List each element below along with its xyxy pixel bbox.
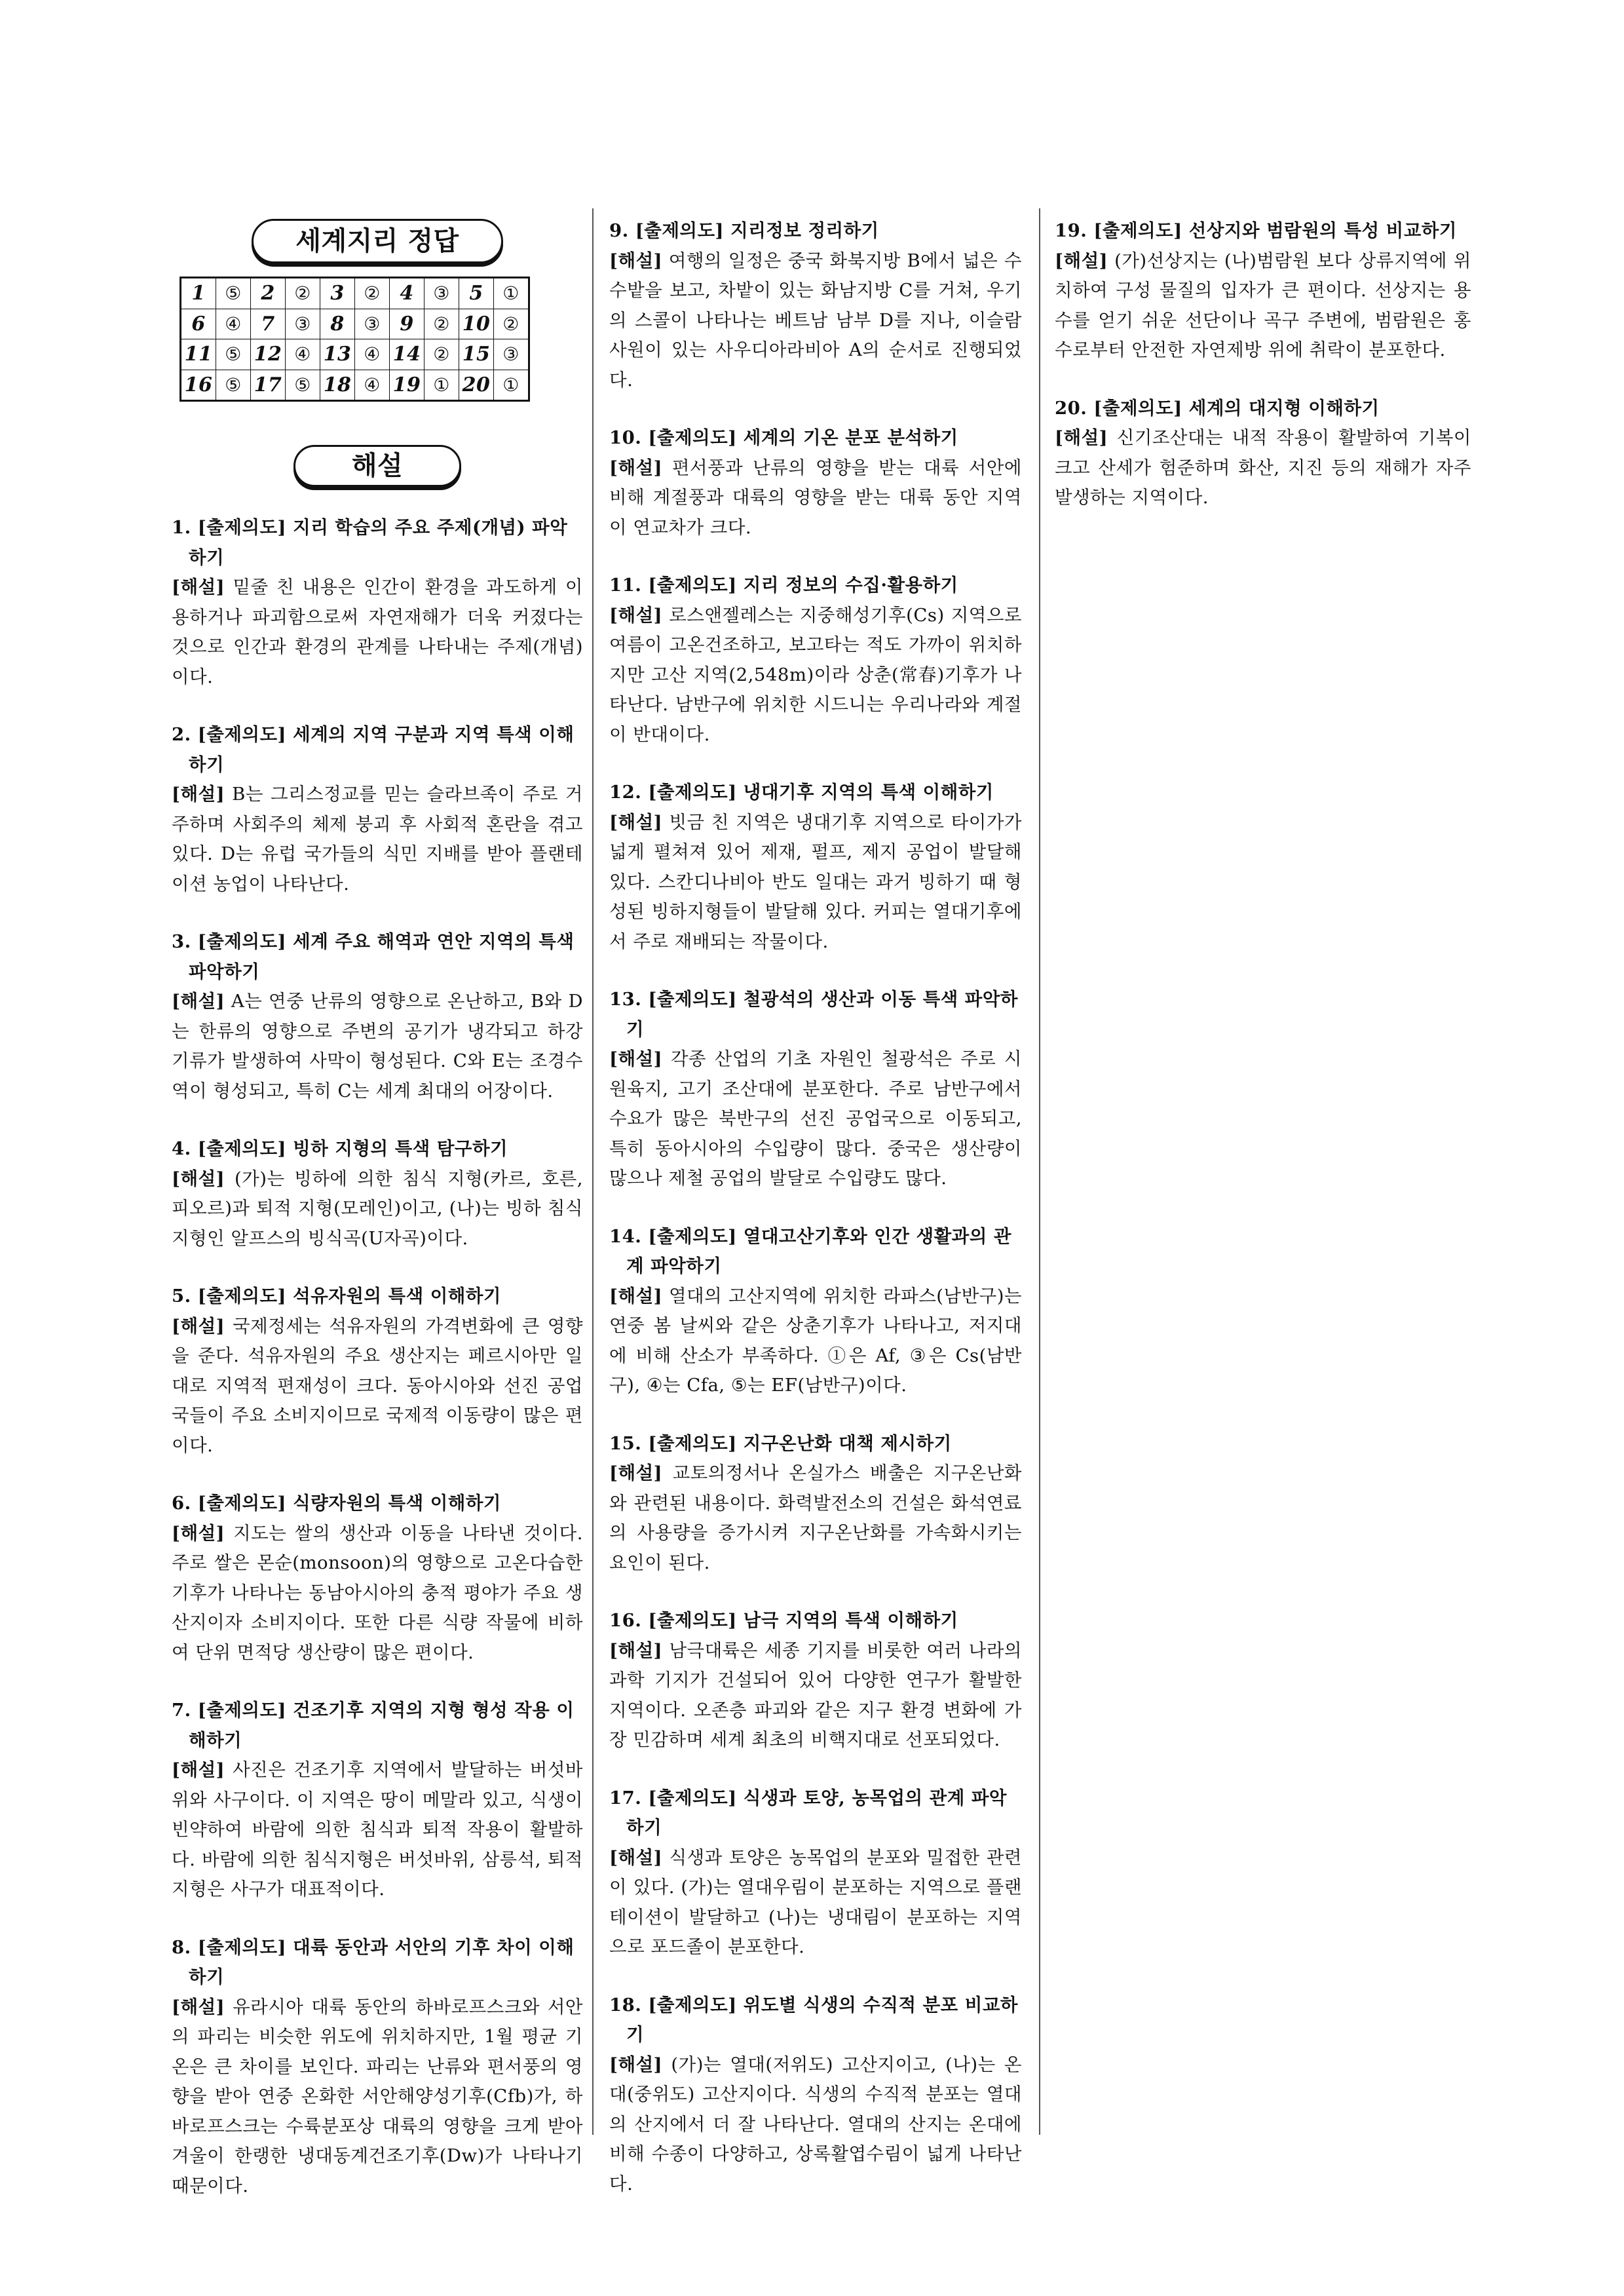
explanation-tag: [해설] bbox=[609, 1463, 663, 1483]
item-heading: 5. [출제의도] 석유자원의 특색 이해하기 bbox=[172, 1286, 502, 1307]
question-number: 9 bbox=[390, 309, 425, 339]
item-heading: 17. [출제의도] 식생과 토양, 농목업의 관계 파악하기 bbox=[609, 1787, 1007, 1838]
explanation-tag: [해설] bbox=[172, 577, 225, 598]
answer-choice: ① bbox=[494, 370, 529, 401]
explanation-text: 국제정세는 석유자원의 가격변화에 큰 영향을 준다. 석유자원의 주요 생산지는 페르시아만 일대로 지역적 편재성이 크다. 동아시아와 선진 공업국들이 주요 소비지이므로 국제적 이동량이 많은 편이다. bbox=[172, 1315, 583, 1456]
explanation-text: 지도는 쌀의 생산과 이동을 나타낸 것이다. 주로 쌀은 몬순(monsoon)의 영향으로 고온다습한 기후가 나타나는 동남아시아의 충적 평야가 주요 생산지이자 소비지이다. 또한 다른 식량 작물에 비하여 단위 면적당 생산량이 많은 편이다. bbox=[172, 1522, 583, 1663]
answer-choice: ② bbox=[425, 339, 459, 370]
explanation-tag: [해설] bbox=[172, 1522, 225, 1544]
answer-row bbox=[181, 309, 529, 339]
question-number: 5 bbox=[459, 278, 494, 309]
answer-row bbox=[181, 278, 529, 309]
explanation-tag: [해설] bbox=[172, 1759, 225, 1780]
question-number: 3 bbox=[320, 278, 355, 309]
question-number: 16 bbox=[181, 370, 216, 401]
explanation-tag: [해설] bbox=[609, 1285, 663, 1307]
item-heading: 2. [출제의도] 세계의 지역 구분과 지역 특색 이해하기 bbox=[172, 724, 575, 775]
item-body bbox=[609, 246, 1022, 396]
explanation-item bbox=[609, 1429, 1022, 1578]
explanation-item bbox=[172, 1933, 583, 2202]
explanation-tag: [해설] bbox=[609, 1048, 663, 1069]
explanation-text: A는 연중 난류의 영향으로 온난하고, B와 D는 한류의 영향으로 주변의 공기가 냉각되고 하강 기류가 발생하여 사막이 형성된다. C와 E는 조경수역이 형성되고, 특히 C는 세계 최대의 어장이다. bbox=[172, 991, 583, 1101]
question-number: 19 bbox=[390, 370, 425, 401]
item-body bbox=[172, 987, 583, 1106]
explanation-text: 남극대륙은 세종 기지를 비롯한 여러 나라의 과학 기지가 건설되어 있어 다양한 연구가 활발한 지역이다. 오존층 파괴와 같은 지구 환경 변화에 가장 민감하며 세계 최초의 비핵지대로 선포되었다. bbox=[609, 1639, 1022, 1750]
explanation-item bbox=[1055, 394, 1471, 513]
item-heading: 9. [출제의도] 지리정보 정리하기 bbox=[609, 220, 879, 241]
answer-choice: ③ bbox=[425, 278, 459, 309]
item-heading: 10. [출제의도] 세계의 기온 분포 분석하기 bbox=[609, 427, 958, 448]
answer-choice: ⑤ bbox=[216, 339, 251, 370]
explanation-text: 유라시아 대륙 동안의 하바로프스크와 서안의 파리는 비슷한 위도에 위치하지만, 1월 평균 기온은 큰 차이를 보인다. 파리는 난류와 편서풍의 영향을 받아 연중 온화한 서안해양성기후(Cfb)가, 하바로프스크는 수륙분포상 대륙의 영향을 크게 받아 겨울이 한랭한 냉대동계건조기후(Dw)가 나타나기 때문이다. bbox=[172, 1996, 583, 2196]
answer-row bbox=[181, 339, 529, 370]
explanation-item bbox=[609, 1606, 1022, 1755]
question-number: 1 bbox=[181, 278, 216, 309]
explanation-text: 여행의 일정은 중국 화북지방 B에서 넓은 수수밭을 보고, 차밭이 있는 화남지방 C를 거쳐, 우기의 스콜이 나타나는 베트남 남부 D를 지나, 이슬람사원이 있는 사우디아라비아 A의 순서로 진행되었다. bbox=[609, 250, 1022, 391]
explanation-tag: [해설] bbox=[609, 250, 663, 271]
explanation-tag: [해설] bbox=[1055, 250, 1108, 271]
explanation-tag: [해설] bbox=[172, 1168, 225, 1189]
question-number: 4 bbox=[390, 278, 425, 309]
explanation-item bbox=[609, 423, 1022, 543]
answer-choice: ① bbox=[425, 370, 459, 401]
question-number: 2 bbox=[251, 278, 286, 309]
item-body bbox=[609, 1843, 1022, 1962]
answer-choice: ② bbox=[286, 278, 320, 309]
item-heading: 3. [출제의도] 세계 주요 해역과 연안 지역의 특색 파악하기 bbox=[172, 931, 575, 982]
commentary-title: 해설 bbox=[293, 445, 461, 487]
explanation-text: 로스앤젤레스는 지중해성기후(Cs) 지역으로 여름이 고온건조하고, 보고타는 적도 가까이 위치하지만 고산 지역(2,548m)이라 상춘(常春)기후가 나타난다. 남반구에 위치한 시드니는 우리나라와 계절이 반대이다. bbox=[609, 604, 1022, 745]
explanation-text: 빗금 친 지역은 냉대기후 지역으로 타이가가 넓게 펼쳐져 있어 제재, 펄프, 제지 공업이 발달해 있다. 스칸디나비아 반도 일대는 과거 빙하기 때 형성된 빙하지형들이 발달해 있다. 커피는 열대기후에서 주로 재배되는 작물이다. bbox=[609, 811, 1022, 952]
item-body bbox=[172, 780, 583, 899]
explanation-item bbox=[172, 1134, 583, 1253]
answer-choice: ⑤ bbox=[286, 370, 320, 401]
column-divider-right bbox=[1039, 208, 1040, 2135]
answer-choice: ⑤ bbox=[216, 370, 251, 401]
item-body bbox=[609, 1044, 1022, 1194]
question-number: 11 bbox=[181, 339, 216, 370]
item-body bbox=[172, 1164, 583, 1254]
answer-choice: ② bbox=[494, 309, 529, 339]
item-body bbox=[1055, 246, 1471, 366]
explanation-tag: [해설] bbox=[609, 604, 663, 626]
item-heading: 8. [출제의도] 대륙 동안과 서안의 기후 차이 이해하기 bbox=[172, 1936, 575, 1987]
question-number: 14 bbox=[390, 339, 425, 370]
answer-choice: ③ bbox=[494, 339, 529, 370]
explanation-tag: [해설] bbox=[609, 1846, 663, 1868]
explanation-text: 각종 산업의 기초 자원인 철광석은 주로 시원육지, 고기 조산대에 분포한다. 주로 남반구에서 수요가 많은 북반구의 선진 공업국으로 이동되고, 특히 동아시아의 수입량이 많다. 중국은 생산량이 많으나 제철 공업의 발달로 수입량도 많다. bbox=[609, 1048, 1022, 1189]
explanation-text: 밑줄 친 내용은 인간이 환경을 과도하게 이용하거나 파괴함으로써 자연재해가 더욱 커졌다는 것으로 인간과 환경의 관계를 나타내는 주제(개념)이다. bbox=[172, 577, 583, 687]
item-body bbox=[609, 808, 1022, 957]
item-body bbox=[609, 1282, 1022, 1401]
question-number: 10 bbox=[459, 309, 494, 339]
explanation-item bbox=[172, 513, 583, 692]
explanation-tag: [해설] bbox=[1055, 427, 1108, 448]
explanation-item bbox=[609, 571, 1022, 750]
explanation-text: 사진은 건조기후 지역에서 발달하는 버섯바위와 사구이다. 이 지역은 땅이 메말라 있고, 식생이 빈약하여 바람에 의한 침식과 퇴적 작용이 활발하다. 바람에 의한 침식지형은 버섯바위, 삼릉석, 퇴적지형은 사구가 대표적이다. bbox=[172, 1759, 583, 1900]
explanation-item bbox=[1055, 216, 1471, 366]
explanation-text: (가)선상지는 (나)범람원 보다 상류지역에 위치하여 구성 물질의 입자가 큰 편이다. 선상지는 용수를 얻기 쉬운 선단이나 곡구 주변에, 범람원은 홍수로부터 안전한 자연제방 위에 취락이 분포한다. bbox=[1055, 250, 1471, 360]
item-heading: 14. [출제의도] 열대고산기후와 인간 생활과의 관계 파악하기 bbox=[609, 1225, 1011, 1276]
item-body bbox=[172, 1312, 583, 1461]
item-heading: 15. [출제의도] 지구온난화 대책 제시하기 bbox=[609, 1432, 952, 1454]
item-heading: 11. [출제의도] 지리 정보의 수집·활용하기 bbox=[609, 575, 958, 596]
item-body bbox=[172, 573, 583, 692]
item-heading: 20. [출제의도] 세계의 대지형 이해하기 bbox=[1055, 397, 1380, 419]
answer-choice: ② bbox=[425, 309, 459, 339]
explanation-item bbox=[609, 778, 1022, 957]
item-body bbox=[609, 1636, 1022, 1755]
item-body bbox=[609, 601, 1022, 750]
item-body bbox=[172, 1993, 583, 2202]
explanation-tag: [해설] bbox=[172, 1315, 225, 1337]
column-1 bbox=[172, 216, 583, 2229]
explanation-text: 열대의 고산지역에 위치한 라파스(남반구)는 연중 봄 날씨와 같은 상춘기후가 나타나고, 저지대에 비해 산소가 부족하다. ①은 Af, ③은 Cs(남반구), ④는 Cfa, ⑤는 EF(남반구)이다. bbox=[609, 1285, 1022, 1396]
explanation-tag: [해설] bbox=[172, 1996, 225, 2018]
item-body bbox=[172, 1519, 583, 1668]
question-number: 6 bbox=[181, 309, 216, 339]
item-body bbox=[609, 1459, 1022, 1578]
explanation-tag: [해설] bbox=[609, 811, 663, 833]
item-body bbox=[172, 1755, 583, 1905]
explanation-text: (가)는 열대(저위도) 고산지이고, (나)는 온대(중위도) 고산지이다. 식생의 수직적 분포는 열대의 산지에서 더 잘 나타난다. 열대의 산지는 온대에 비해 수종이 다양하고, 상록활엽수림이 넓게 나타난다. bbox=[609, 2054, 1022, 2194]
answer-choice: ③ bbox=[355, 309, 390, 339]
column-2 bbox=[609, 216, 1022, 2227]
answer-choice: ④ bbox=[286, 339, 320, 370]
explanation-item bbox=[172, 1282, 583, 1461]
item-heading: 18. [출제의도] 위도별 식생의 수직적 분포 비교하기 bbox=[609, 1994, 1018, 2045]
answer-choice: ④ bbox=[355, 370, 390, 401]
explanation-tag: [해설] bbox=[609, 1639, 663, 1661]
explanation-item bbox=[172, 1489, 583, 1668]
answer-choice: ④ bbox=[355, 339, 390, 370]
answer-choice: ⑤ bbox=[216, 278, 251, 309]
column-3 bbox=[1055, 216, 1471, 541]
answer-title: 세계지리 정답 bbox=[252, 219, 503, 263]
item-body bbox=[609, 453, 1022, 543]
answer-choice: ④ bbox=[216, 309, 251, 339]
explanation-tag: [해설] bbox=[172, 784, 225, 805]
explanation-item bbox=[609, 1784, 1022, 1962]
column-divider-left bbox=[592, 208, 594, 2135]
explanation-item bbox=[609, 1991, 1022, 2200]
question-number: 15 bbox=[459, 339, 494, 370]
question-number: 20 bbox=[459, 370, 494, 401]
answer-choice: ③ bbox=[286, 309, 320, 339]
item-body bbox=[609, 2050, 1022, 2200]
question-number: 17 bbox=[251, 370, 286, 401]
item-heading: 1. [출제의도] 지리 학습의 주요 주제(개념) 파악하기 bbox=[172, 517, 568, 568]
explanation-text: 식생과 토양은 농목업의 분포와 밀접한 관련이 있다. (가)는 열대우림이 분포하는 지역으로 플랜테이션이 발달하고 (나)는 냉대림이 분포하는 지역으로 포드졸이 분포한다. bbox=[609, 1846, 1022, 1957]
item-body bbox=[1055, 423, 1471, 513]
explanation-item bbox=[172, 927, 583, 1106]
explanation-item bbox=[172, 1696, 583, 1905]
question-number: 13 bbox=[320, 339, 355, 370]
explanation-text: 편서풍과 난류의 영향을 받는 대륙 서안에 비해 계절풍과 대륙의 영향을 받는 대륙 동안 지역이 연교차가 크다. bbox=[609, 457, 1022, 538]
question-number: 18 bbox=[320, 370, 355, 401]
explanation-text: 신기조산대는 내적 작용이 활발하여 기복이 크고 산세가 험준하며 화산, 지진 등의 재해가 자주 발생하는 지역이다. bbox=[1055, 427, 1471, 508]
explanation-text: 교토의정서나 온실가스 배출은 지구온난화와 관련된 내용이다. 화력발전소의 건설은 화석연료의 사용량을 증가시켜 지구온난화를 가속화시키는 요인이 된다. bbox=[609, 1463, 1022, 1573]
explanation-item bbox=[609, 1222, 1022, 1401]
item-heading: 7. [출제의도] 건조기후 지역의 지형 형성 작용 이해하기 bbox=[172, 1700, 575, 1751]
question-number: 8 bbox=[320, 309, 355, 339]
question-number: 12 bbox=[251, 339, 286, 370]
answer-choice: ① bbox=[494, 278, 529, 309]
item-heading: 12. [출제의도] 냉대기후 지역의 특색 이해하기 bbox=[609, 782, 994, 803]
explanation-tag: [해설] bbox=[609, 2054, 663, 2075]
explanation-text: (가)는 빙하에 의한 침식 지형(카르, 호른, 피오르)과 퇴적 지형(모레인)이고, (나)는 빙하 침식 지형인 알프스의 빙식곡(U자곡)이다. bbox=[172, 1168, 583, 1249]
answer-table bbox=[179, 277, 530, 402]
explanation-item bbox=[172, 720, 583, 899]
item-heading: 19. [출제의도] 선상지와 범람원의 특성 비교하기 bbox=[1055, 220, 1457, 241]
explanation-text: B는 그리스정교를 믿는 슬라브족이 주로 거주하며 사회주의 체제 붕괴 후 사회적 혼란을 겪고 있다. D는 유럽 국가들의 식민 지배를 받아 플랜테이션 농업이 나타난다. bbox=[172, 784, 583, 894]
explanation-item bbox=[609, 985, 1022, 1194]
explanation-tag: [해설] bbox=[609, 457, 663, 478]
explanation-tag: [해설] bbox=[172, 991, 225, 1012]
answer-choice: ② bbox=[355, 278, 390, 309]
item-heading: 4. [출제의도] 빙하 지형의 특색 탐구하기 bbox=[172, 1138, 508, 1159]
answer-row bbox=[181, 370, 529, 401]
explanation-item bbox=[609, 216, 1022, 395]
item-heading: 16. [출제의도] 남극 지역의 특색 이해하기 bbox=[609, 1610, 958, 1631]
item-heading: 13. [출제의도] 철광석의 생산과 이동 특색 파악하기 bbox=[609, 989, 1018, 1040]
question-number: 7 bbox=[251, 309, 286, 339]
item-heading: 6. [출제의도] 식량자원의 특색 이해하기 bbox=[172, 1493, 502, 1514]
